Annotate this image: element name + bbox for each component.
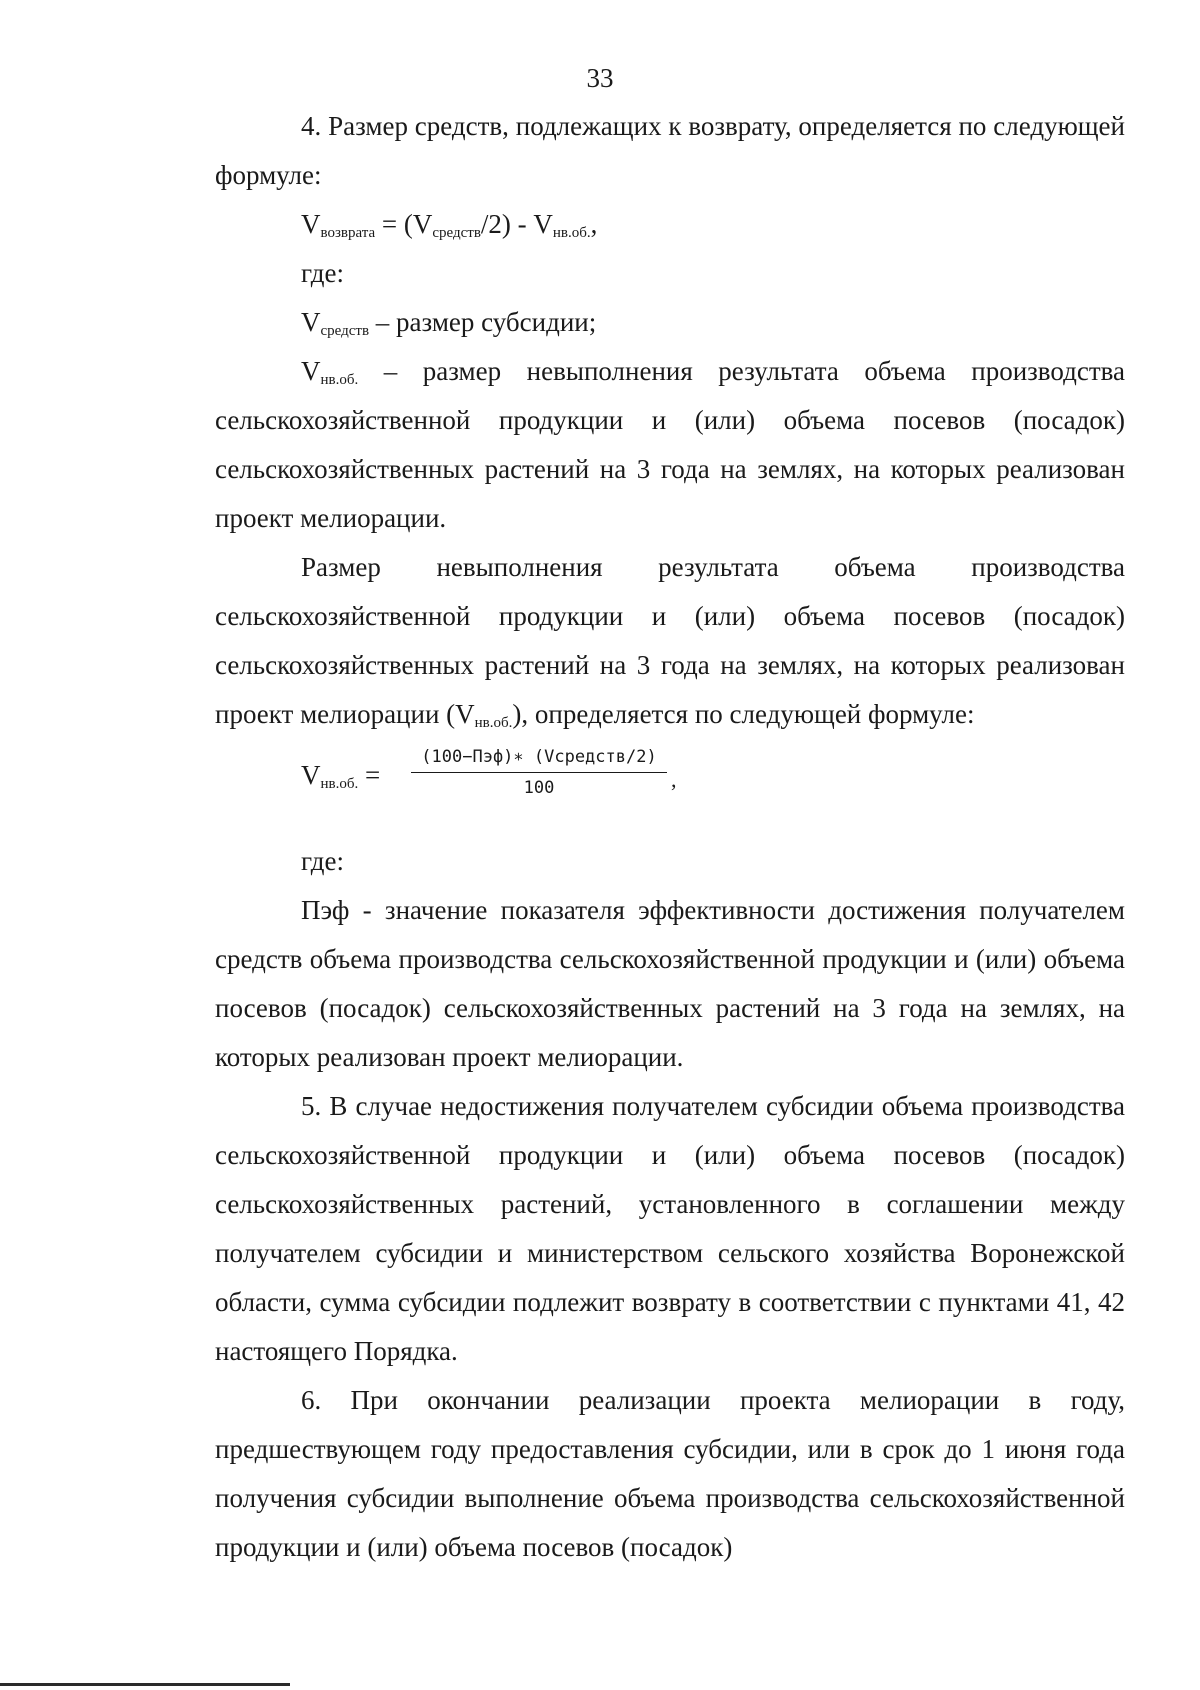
formula-part: ,: [590, 209, 598, 239]
page-number: 33: [586, 63, 614, 93]
def-subscript: средств: [320, 323, 370, 339]
formula-subscript: нв.об.: [320, 776, 359, 792]
subscript-return: возврата: [320, 225, 376, 241]
formula-equals: =: [358, 760, 381, 790]
definition-pef: Пэф - значение показателя эффективности достижения получателем средств объема производства сельскохозяйственной продукции и (или) объема посевов (посадок) сельскохозяйственных растений на 3 года на землях, на которых реализован проект мелиорации.: [215, 895, 1125, 1072]
where-label: где:: [301, 258, 344, 288]
bottom-scan-line: [0, 1683, 290, 1686]
formula-part: = (V: [375, 209, 433, 239]
def-v: V: [301, 356, 321, 386]
formula-part: /2) - V: [480, 209, 553, 239]
formula-nvob: [215, 739, 1125, 837]
paragraph-4-intro: 4. Размер средств, подлежащих к возврату, определяется по следующей формуле:: [215, 111, 1125, 190]
def-text: – размер субсидии;: [369, 307, 597, 337]
size-subscript: нв.об.: [474, 715, 513, 731]
document-body: [215, 102, 1125, 1572]
paragraph-size: [215, 543, 1125, 739]
formula-v: V: [301, 209, 321, 239]
formula-return: [215, 200, 1125, 249]
definition-funds: [215, 298, 1125, 347]
paragraph-5: 5. В случае недостижения получателем субсидии объема производства сельскохозяйственной продукции и (или) объема посевов (посадок) сельскохозяйственных растений, установленного в соглашении между получателем субсидии и министерством сельского хозяйства Воронежской области, сумма субсидии подлежит возврату в соответствии с пунктами 41, 42 настоящего Порядка.: [215, 1091, 1125, 1366]
fraction-numerator: (100−Пэф)∗ (Vсредств/2): [421, 747, 657, 767]
fraction-denominator: 100: [523, 778, 555, 798]
size-text-before: Размер невыполнения результата объема производства сельскохозяйственной продукции и (или) объема посевов (посадок) сельскохозяйственных растений на 3 года на землях, на которых реализован проект мелиорации (V: [215, 552, 1125, 729]
definition-nvob: [215, 347, 1125, 543]
formula-v: V: [301, 760, 321, 790]
subscript-funds: средств: [432, 225, 481, 241]
def-subscript: нв.об.: [320, 372, 359, 388]
def-text: – размер невыполнения результата объема производства сельскохозяйственной продукции и (или) объема посевов (посадок) сельскохозяйственных растений на 3 года на землях, на которых реализован проект мелиорации.: [215, 356, 1125, 533]
def-v: V: [301, 307, 321, 337]
formula-lhs: [301, 751, 380, 800]
where-label: где:: [301, 846, 344, 876]
size-text-after: ), определяется по следующей формуле:: [512, 699, 975, 729]
fraction: [411, 745, 667, 800]
subscript-nvob: нв.об.: [552, 225, 591, 241]
formula-comma: ,: [671, 767, 677, 792]
paragraph-6: 6. При окончании реализации проекта мелиорации в году, предшествующем году предоставления субсидии, или в срок до 1 июня года получения субсидии выполнение объема производства сельскохозяйственной продукции и (или) объема посевов (посадок): [215, 1385, 1125, 1562]
fraction-bar: [411, 772, 667, 773]
